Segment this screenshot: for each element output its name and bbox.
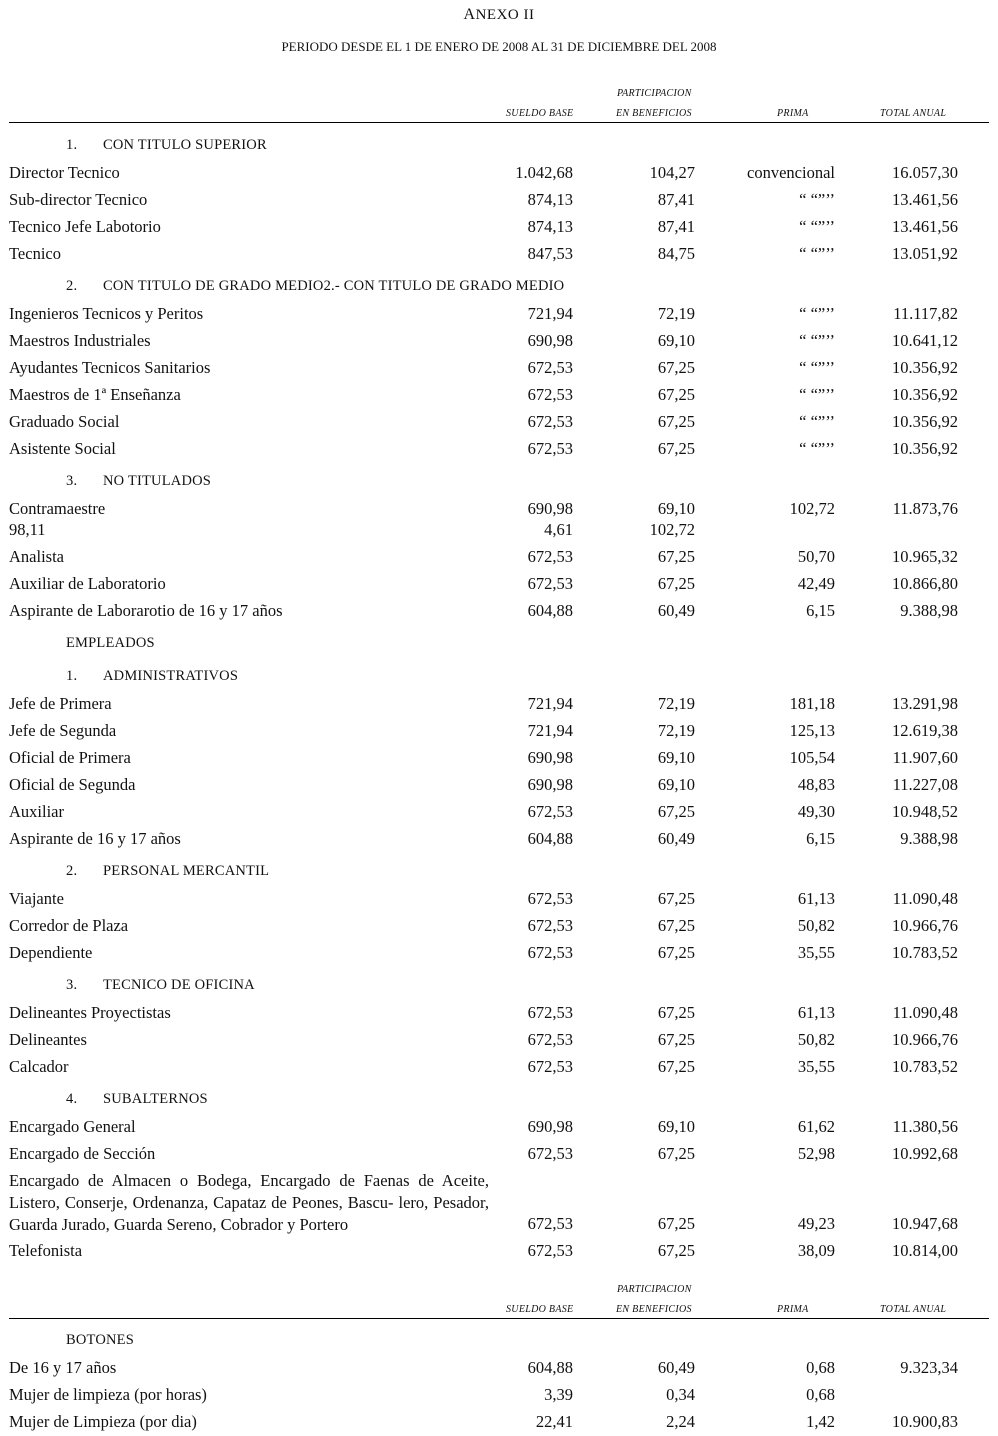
sueldo-cell: 1.042,68 <box>515 163 573 182</box>
prima-cell: 35,55 <box>797 943 835 962</box>
sueldo-cell: 690,98 <box>527 748 573 767</box>
sueldo-cell: 874,13 <box>527 217 573 236</box>
participacion-cell: 67,25 <box>657 439 695 458</box>
total-cell: 9.388,98 <box>900 829 958 848</box>
section-heading: 3. NO TITULADOS <box>66 473 212 489</box>
sueldo-cell: 847,53 <box>527 244 573 263</box>
participacion-cell: 67,25 <box>657 1030 695 1049</box>
total-cell: 9.388,98 <box>900 601 958 620</box>
prima-cell: “ “”’’ <box>799 412 835 431</box>
sueldo-cell: 874,13 <box>527 190 573 209</box>
row-label: Auxiliar de Laboratorio <box>9 574 166 593</box>
row-label: Encargado General <box>9 1117 136 1136</box>
participacion-cell: 69,10 <box>657 331 695 350</box>
total-cell: 11.873,76 <box>892 499 958 518</box>
prima-cell: “ “”’’ <box>799 439 835 458</box>
total-cell: 10.948,52 <box>892 802 958 821</box>
column-header <box>0 84 998 134</box>
prima-cell: 42,49 <box>797 574 835 593</box>
prima-cell: “ “”’’ <box>799 217 835 236</box>
sueldo-cell: 604,88 <box>527 829 573 848</box>
prima-cell: 61,13 <box>797 1003 835 1022</box>
section-heading: 2. PERSONAL MERCANTIL <box>66 863 270 879</box>
sueldo-cell: 690,98 <box>527 775 573 794</box>
total-cell: 11.380,56 <box>892 1117 958 1136</box>
total-cell: 13.461,56 <box>892 190 958 209</box>
table-row <box>0 1003 998 1027</box>
sueldo-cell: 672,53 <box>527 385 573 404</box>
prima-cell: 0,68 <box>806 1385 835 1404</box>
table-row <box>0 601 998 625</box>
total-cell: 10.641,12 <box>892 331 958 350</box>
header-prima: PRIMA <box>777 1304 809 1315</box>
section-heading: 2. CON TITULO DE GRADO MEDIO2.- CON TITULO DE GRADO MEDIO <box>66 278 565 294</box>
row-label: Mujer de Limpieza (por dia) <box>9 1412 197 1431</box>
participacion-cell: 67,25 <box>657 802 695 821</box>
total-cell: 11.090,48 <box>892 1003 958 1022</box>
table-row <box>0 439 998 463</box>
table-row <box>0 1214 998 1238</box>
prima-cell: 6,15 <box>806 829 835 848</box>
total-cell: 10.356,92 <box>892 412 958 431</box>
row-label: Oficial de Primera <box>9 748 131 767</box>
total-cell: 10.966,76 <box>892 916 958 935</box>
row-label: Director Tecnico <box>9 163 120 182</box>
section-heading: 4. SUBALTERNOS <box>66 1091 208 1107</box>
sueldo-cell: 22,41 <box>535 1412 573 1431</box>
header-participacion-line2: EN BENEFICIOS <box>616 108 692 119</box>
total-cell: 11.227,08 <box>892 775 958 794</box>
header-sueldo-base: SUELDO BASE <box>506 1304 574 1315</box>
table-row <box>0 1117 998 1141</box>
row-label: Maestros de 1ª Enseñanza <box>9 385 181 404</box>
prima-cell: 6,15 <box>806 601 835 620</box>
prima-cell: 102,72 <box>789 499 835 518</box>
table-row <box>0 304 998 328</box>
sueldo-cell: 672,53 <box>527 916 573 935</box>
header-participacion-line1: PARTICIPACION <box>617 1284 692 1295</box>
table-row <box>0 943 998 967</box>
sueldo-cell: 672,53 <box>527 574 573 593</box>
total-cell: 10.356,92 <box>892 358 958 377</box>
row-label: Ayudantes Tecnicos Sanitarios <box>9 358 211 377</box>
table-row <box>0 331 998 355</box>
sueldo-cell: 672,53 <box>527 547 573 566</box>
row-label: Corredor de Plaza <box>9 916 129 935</box>
row-label: Delineantes <box>9 1030 87 1049</box>
table-row <box>0 829 998 853</box>
section-heading: 1. ADMINISTRATIVOS <box>66 668 239 684</box>
participacion-cell: 69,10 <box>657 748 695 767</box>
total-cell: 10.783,52 <box>892 1057 958 1076</box>
total-cell: 10.356,92 <box>892 439 958 458</box>
sueldo-cell: 604,88 <box>527 1358 573 1377</box>
header-rule <box>9 122 989 123</box>
prima-cell: 105,54 <box>789 748 835 767</box>
participacion-cell: 67,25 <box>657 1214 695 1233</box>
participacion-cell: 67,25 <box>657 385 695 404</box>
total-cell: 13.291,98 <box>892 694 958 713</box>
group-heading: BOTONES <box>66 1332 135 1348</box>
participacion-cell: 72,19 <box>657 694 695 713</box>
prima-cell: 50,82 <box>797 916 835 935</box>
participacion-cell: 67,25 <box>657 1057 695 1076</box>
table-row <box>0 1057 998 1081</box>
row-label: Oficial de Segunda <box>9 775 136 794</box>
prima-cell: 1,42 <box>806 1412 835 1431</box>
participacion-cell: 67,25 <box>657 412 695 431</box>
sueldo-cell: 690,98 <box>527 331 573 350</box>
sueldo-cell: 672,53 <box>527 943 573 962</box>
total-cell: 12.619,38 <box>892 721 958 740</box>
participacion-cell: 84,75 <box>657 244 695 263</box>
participacion-cell: 102,72 <box>649 520 695 539</box>
table-row <box>0 1241 998 1265</box>
prima-cell: “ “”’’ <box>799 358 835 377</box>
table-row <box>0 520 998 544</box>
prima-cell: “ “”’’ <box>799 304 835 323</box>
table-row <box>0 721 998 745</box>
header-prima: PRIMA <box>777 108 809 119</box>
prima-cell: 61,62 <box>797 1117 835 1136</box>
row-label: Viajante <box>9 889 64 908</box>
prima-cell: 181,18 <box>789 694 835 713</box>
prima-cell: “ “”’’ <box>799 385 835 404</box>
row-label-multiline: Encargado de Almacen o Bodega, Encargado de Faenas de Aceite, Listero, Conserje, Ordenanza, Capataz de Peones, Bascu- lero, Pesador, Guarda Jurado, Guarda Sereno, Cobrador y Portero <box>9 1171 489 1234</box>
participacion-cell: 67,25 <box>657 889 695 908</box>
participacion-cell: 67,25 <box>657 574 695 593</box>
sueldo-cell: 721,94 <box>527 304 573 323</box>
table-row <box>0 802 998 826</box>
header-participacion-line1: PARTICIPACION <box>617 88 692 99</box>
sueldo-cell: 672,53 <box>527 1214 573 1233</box>
row-label: Contramaestre <box>9 499 106 518</box>
row-label: Telefonista <box>9 1241 83 1260</box>
table-row <box>0 190 998 214</box>
total-cell: 10.900,83 <box>892 1412 958 1431</box>
table-row <box>0 163 998 187</box>
prima-cell: “ “”’’ <box>799 244 835 263</box>
row-label: Maestros Industriales <box>9 331 151 350</box>
prima-cell: 50,82 <box>797 1030 835 1049</box>
total-cell: 11.090,48 <box>892 889 958 908</box>
participacion-cell: 2,24 <box>666 1412 695 1431</box>
sueldo-cell: 672,53 <box>527 1144 573 1163</box>
row-label: Jefe de Primera <box>9 694 112 713</box>
table-row <box>0 1030 998 1054</box>
total-cell: 10.783,52 <box>892 943 958 962</box>
participacion-cell: 69,10 <box>657 499 695 518</box>
annex-title: ANEXO II <box>463 6 535 23</box>
participacion-cell: 72,19 <box>657 721 695 740</box>
total-cell: 10.814,00 <box>892 1241 958 1260</box>
sueldo-cell: 721,94 <box>527 721 573 740</box>
total-cell: 10.965,32 <box>892 547 958 566</box>
header-total-anual: TOTAL ANUAL <box>880 108 947 119</box>
sueldo-cell: 604,88 <box>527 601 573 620</box>
prima-cell: 125,13 <box>789 721 835 740</box>
column-header <box>0 1280 998 1330</box>
header-total-anual: TOTAL ANUAL <box>880 1304 947 1315</box>
row-label: Mujer de limpieza (por horas) <box>9 1385 207 1404</box>
table-row <box>0 916 998 940</box>
participacion-cell: 67,25 <box>657 943 695 962</box>
period-subtitle: PERIODO DESDE EL 1 DE ENERO DE 2008 AL 31 DE DICIEMBRE DEL 2008 <box>281 39 717 54</box>
participacion-cell: 87,41 <box>657 190 695 209</box>
row-label: Calcador <box>9 1057 69 1076</box>
row-label: Sub-director Tecnico <box>9 190 148 209</box>
row-label: Jefe de Segunda <box>9 721 117 740</box>
participacion-cell: 0,34 <box>666 1385 695 1404</box>
participacion-cell: 60,49 <box>657 1358 695 1377</box>
sueldo-cell: 672,53 <box>527 412 573 431</box>
participacion-cell: 67,25 <box>657 358 695 377</box>
table-row <box>0 385 998 409</box>
participacion-cell: 69,10 <box>657 1117 695 1136</box>
participacion-cell: 67,25 <box>657 547 695 566</box>
table-row <box>0 694 998 718</box>
sueldo-cell: 672,53 <box>527 1057 573 1076</box>
participacion-cell: 67,25 <box>657 1144 695 1163</box>
header-rule <box>9 1318 989 1319</box>
sueldo-cell: 672,53 <box>527 358 573 377</box>
row-label: Encargado de Sección <box>9 1144 156 1163</box>
table-row <box>0 889 998 913</box>
sueldo-cell: 672,53 <box>527 889 573 908</box>
sueldo-cell: 672,53 <box>527 1241 573 1260</box>
sueldo-cell: 672,53 <box>527 802 573 821</box>
prima-cell: 48,83 <box>797 775 835 794</box>
participacion-cell: 104,27 <box>649 163 695 182</box>
sueldo-cell: 690,98 <box>527 1117 573 1136</box>
row-label: De 16 y 17 años <box>9 1358 117 1377</box>
participacion-cell: 72,19 <box>657 304 695 323</box>
header-participacion-line2: EN BENEFICIOS <box>616 1304 692 1315</box>
prima-cell: 50,70 <box>797 547 835 566</box>
table-row <box>0 1385 998 1409</box>
total-cell: 11.907,60 <box>892 748 958 767</box>
sueldo-cell: 672,53 <box>527 1003 573 1022</box>
row-label: Analista <box>9 547 64 566</box>
participacion-cell: 69,10 <box>657 775 695 794</box>
row-label: Delineantes Proyectistas <box>9 1003 171 1022</box>
sueldo-cell: 4,61 <box>544 520 573 539</box>
prima-cell: “ “”’’ <box>799 190 835 209</box>
row-label: Auxiliar <box>9 802 64 821</box>
total-cell: 10.866,80 <box>892 574 958 593</box>
sueldo-cell: 672,53 <box>527 439 573 458</box>
total-cell: 9.323,34 <box>900 1358 958 1377</box>
table-row <box>0 748 998 772</box>
participacion-cell: 87,41 <box>657 217 695 236</box>
total-cell: 16.057,30 <box>892 163 958 182</box>
prima-cell: 49,23 <box>797 1214 835 1233</box>
prima-cell: 52,98 <box>797 1144 835 1163</box>
sueldo-cell: 721,94 <box>527 694 573 713</box>
row-label: Tecnico <box>9 244 61 263</box>
table-row <box>0 547 998 571</box>
participacion-cell: 67,25 <box>657 916 695 935</box>
prima-cell: “ “”’’ <box>799 331 835 350</box>
table-row <box>0 412 998 436</box>
participacion-cell: 60,49 <box>657 601 695 620</box>
row-label: Asistente Social <box>9 439 116 458</box>
table-row <box>0 1412 998 1436</box>
table-row <box>0 775 998 799</box>
table-row <box>0 358 998 382</box>
section-heading: 1. CON TITULO SUPERIOR <box>66 137 267 153</box>
table-row <box>0 574 998 598</box>
total-cell: 10.356,92 <box>892 385 958 404</box>
table-row <box>0 1144 998 1168</box>
total-cell: 10.966,76 <box>892 1030 958 1049</box>
prima-cell: 38,09 <box>797 1241 835 1260</box>
row-label: Graduado Social <box>9 412 120 431</box>
participacion-cell: 67,25 <box>657 1241 695 1260</box>
group-heading: EMPLEADOS <box>66 635 155 651</box>
total-cell: 13.461,56 <box>892 217 958 236</box>
section-heading: 3. TECNICO DE OFICINA <box>66 977 255 993</box>
table-row <box>0 244 998 268</box>
row-label: Aspirante de 16 y 17 años <box>9 829 181 848</box>
prima-cell: 49,30 <box>797 802 835 821</box>
row-label: Tecnico Jefe Labotorio <box>9 217 161 236</box>
total-cell: 11.117,82 <box>893 304 958 323</box>
row-label: Aspirante de Laborarotio de 16 y 17 años <box>9 601 283 620</box>
prima-cell: 35,55 <box>797 1057 835 1076</box>
sueldo-cell: 672,53 <box>527 1030 573 1049</box>
header-sueldo-base: SUELDO BASE <box>506 108 574 119</box>
row-label: Ingenieros Tecnicos y Peritos <box>9 304 204 323</box>
sueldo-cell: 3,39 <box>544 1385 573 1404</box>
prima-cell: convencional <box>747 163 835 182</box>
table-row <box>0 217 998 241</box>
total-cell: 10.992,68 <box>892 1144 958 1163</box>
total-cell: 10.947,68 <box>892 1214 958 1233</box>
prima-cell: 61,13 <box>797 889 835 908</box>
row-label: 98,11 <box>9 520 46 539</box>
sueldo-cell: 690,98 <box>527 499 573 518</box>
participacion-cell: 60,49 <box>657 829 695 848</box>
row-label: Dependiente <box>9 943 93 962</box>
total-cell: 13.051,92 <box>892 244 958 263</box>
participacion-cell: 67,25 <box>657 1003 695 1022</box>
table-row <box>0 1358 998 1382</box>
prima-cell: 0,68 <box>806 1358 835 1377</box>
